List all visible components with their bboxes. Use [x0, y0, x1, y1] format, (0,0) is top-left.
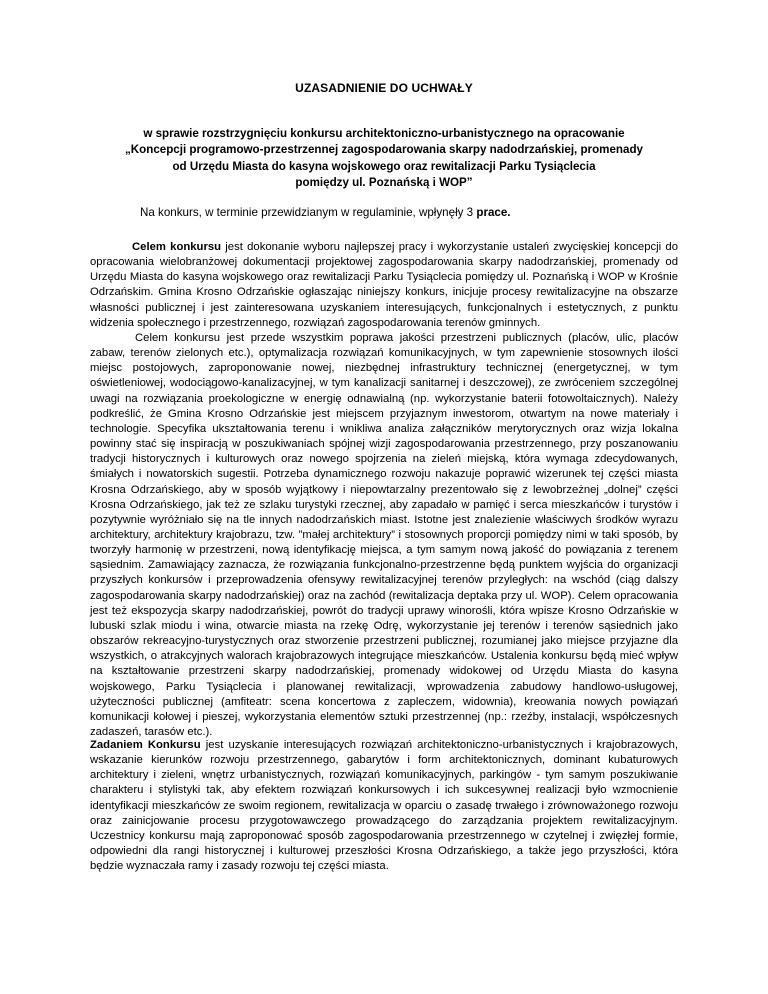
intro-bold: prace.	[476, 206, 511, 219]
subject-line: „Koncepcji programowo-przestrzennej zagospodarowania skarpy nadodrzańskiej, promenady	[125, 143, 643, 157]
purpose-text-2: Celem konkursu jest przede wszystkim poprawa jakości przestrzeni publicznych (placów, ulic, placów zabaw, terenów zielonych etc.), optymalizacja rozwiązań komunikacyjnych, w tym zapewnienie stosownych ilości miejsc postojowych, zaproponowanie nowej, niezbędnej infrastruktury technicznej (energetycznej, w tym oświetleniowej, wodociągowo-kanalizacyjnej, w tym kanalizacji sanitarnej i deszczowej), ze zwróceniem szczególnej uwagi na rozwiązania proekologiczne w energię odnawialną (np. wykorzystanie baterii fotowoltaicznych). Należy podkreślić, że Gmina Krosno Odrzańskie jest miejscem przyjaznym inwestorom, otwartym na nowe materiały i technologie. Specyfika ukształtowania terenu i wnikliwa analiza załączników merytorycznych oraz wizja lokalna powinny stać się inspiracją w poszukiwaniach spójnej wizji zagospodarowania przestrzennego, przy poszanowaniu tradycji historycznych i kulturowych oraz nowego spojrzenia na zieleń miejską, która wymaga zdecydowanych, śmiałych i nowatorskich sugestii. Potrzeba dynamicznego rozwoju nakazuje poprawić wizerunek tej części miasta Krosna Odrzańskiego, aby w sposób wyjątkowy i niepowtarzalny prezentowało się z lewobrzeżnej „dolnej” części Krosna Odrzańskiego, jak też ze szlaku turystyki rzecznej, aby zapadało w pamięć i serca mieszkańców i turystów i pozytywnie wyróżniało się na tle innych nadodrzańskich miast. Istotne jest znalezienie właściwych środków wyrazu architektury, architektury krajobrazu, tzw. ”małej architektury” i stosownych proporcji pomiędzy nimi w taki sposób, by tworzyły harmonię w przestrzeni, nową identyfikację miejsca, a tym samym nową jakość do powiązania z terenem sąsiednim. Zamawiający zaznacza, że rozwiązania funkcjonalno-przestrzenne będą punktem wyjścia do organizacji przyszłych konkursów i przeprowadzenia ofensywy rewitalizacyjnej terenów przyległych: na wschód (ciąg dalszy zagospodarowania skarpy nadodrzańskiej) oraz na zachód (rewitalizacja deptaka przy ul. WOP). Celem opracowania jest też ekspozycja skarpy nadodrzańskiej, powrót do tradycji uprawy winorośli, która wpisze Krosno Odrzańskie w lubuski szlak miodu i wina, otwarcie miasta na rzekę Odrę, wykorzystanie jej terenów i terenów sąsiednich jako obszarów rekreacyjno-turystycznych oraz stworzenie przestrzeni publicznej, rozumianej jako miejsce przyjazne dla wszystkich, o atrakcyjnych walorach krajobrazowych integrujące mieszkańców. Ustalenia konkursu będą mieć wpływ na kształtowanie przestrzeni skarpy nadodrzańskiej, promenady widokowej od Urzędu Miasta do kasyna wojskowego, Parku Tysiąclecia i planowanej rewitalizacji, wprowadzenia zabudowy handlowo-usługowej, użyteczności publicznej (amfiteatr: scena koncertowa z zapleczem, widownia), kreowania nowych powiązań komunikacji kołowej i pieszej, wykorzystania elementów sztuki przestrzennej (np.: rzeźby, instalacji, współczesnych zadaszeń, tarasów etc.).	[90, 331, 678, 738]
subject-line: w sprawie rozstrzygnięciu konkursu architektoniczno-urbanistycznego na opracowanie	[143, 127, 625, 140]
purpose-text: jest dokonanie wyboru najlepszej pracy i wykorzystanie ustaleń zwycięskiej koncepcji do opracowania wielobranżowej dokumentacji projektowej zagospodarowania skarpy nadodrzańskiej, promenady od Urzędu Miasta do kasyna wojskowego oraz rewitalizacji Parku Tysiąclecia pomiędzy ul. Poznańską i WOP w Krośnie Odrzańskim. Gmina Krosno Odrzańskie ogłaszając niniejszy konkurs, inicjuje procesy rewitalizacyjne na obszarze własności publicznej i jest zainteresowana uzyskaniem interesujących, funkcjonalnych i estetycznych, z punktu widzenia społecznego i przestrzennego, rozwiązań zagospodarowania terenów gminnych.	[90, 241, 678, 329]
purpose-heading: Celem konkursu	[132, 241, 222, 253]
document-title: UZASADNIENIE DO UCHWAŁY	[295, 81, 473, 95]
task-section	[90, 738, 678, 874]
intro-paragraph	[140, 206, 700, 219]
subject-line: pomiędzy ul. Poznańską i WOP”	[295, 175, 473, 189]
purpose-section	[90, 240, 678, 740]
intro-text: Na konkurs, w terminie przewidzianym w regulaminie, wpłynęły 3	[140, 206, 474, 219]
document-subject	[96, 126, 672, 191]
task-text: jest uzyskanie interesujących rozwiązań architektoniczno-urbanistycznych i krajobrazowych, wskazanie kierunków rozwoju przestrzennego, gabarytów i form architektonicznych, dominant kubaturowych architektury i zieleni, wnętrz urbanistycznych, rozwiązań komunikacyjnych, parkingów - tym samym poszukiwanie charakteru i stylistyki tak, aby efektem rozwiązań konkursowych i ich sukcesywnej realizacji było wzmocnienie identyfikacji mieszkańców ze swoim regionem, rewitalizacja w oparciu o zasadę trwałego i zrównoważonego rozwoju oraz zainicjowanie procesu przygotowawczego prowadzącego do zarządzania projektem rewitalizacyjnym. Uczestnicy konkursu mają zaproponować sposób zagospodarowania przestrzennego w czytelnej i zwięzłej formie, odpowiedni dla rangi historycznej i kulturowej przeszłości Krosna Odrzańskiego, a także jego przyszłości, która będzie wyznaczała ramy i zasady rozwoju tej części miasta.	[90, 739, 678, 873]
task-heading: Zadaniem Konkursu	[90, 739, 201, 751]
subject-line: od Urzędu Miasta do kasyna wojskowego oraz rewitalizacji Parku Tysiąclecia	[172, 159, 596, 173]
